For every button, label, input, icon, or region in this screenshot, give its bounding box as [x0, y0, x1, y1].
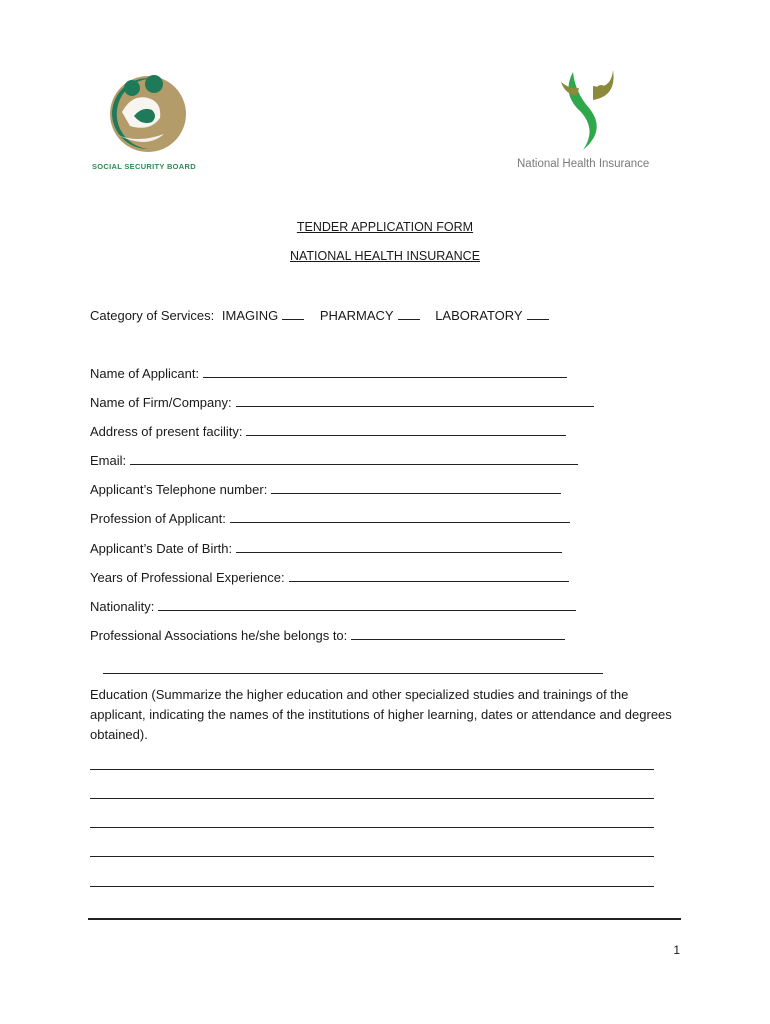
profession-blank[interactable]: [230, 511, 570, 523]
date-of-birth-blank[interactable]: [236, 541, 562, 553]
category-row: [90, 308, 549, 323]
nhi-figure-icon: [515, 66, 635, 156]
associations-continuation-line[interactable]: [103, 673, 603, 674]
education-instructions: Education (Summarize the higher education and other specialized studies and trainings of the applicant, indicating the names of the institutions of higher learning, dates or attendance and degrees obtained).: [90, 687, 672, 742]
footer-divider: [88, 918, 681, 920]
field-nationality: [90, 599, 576, 614]
field-label: Address of present facility:: [90, 424, 243, 439]
option-pharmacy-label: PHARMACY: [319, 308, 394, 323]
telephone-blank[interactable]: [271, 482, 561, 494]
years-experience-blank[interactable]: [289, 570, 569, 582]
field-profession: [90, 511, 570, 526]
field-email: [90, 453, 578, 468]
name-of-applicant-blank[interactable]: [203, 366, 567, 378]
nationality-blank[interactable]: [158, 599, 576, 611]
national-health-insurance-logo: [515, 66, 675, 178]
nhi-logo-text: National Health Insurance: [517, 158, 650, 170]
education-line[interactable]: [90, 769, 654, 770]
ssb-logo-text: SOCIAL SECURITY BOARD: [92, 162, 196, 171]
field-label: Profession of Applicant:: [90, 511, 226, 526]
education-line[interactable]: [90, 798, 654, 799]
education-line[interactable]: [90, 886, 654, 887]
field-label: Name of Firm/Company:: [90, 395, 232, 410]
field-professional-associations: [90, 628, 565, 643]
name-of-firm-blank[interactable]: [236, 395, 594, 407]
field-label: Professional Associations he/she belongs to:: [90, 628, 348, 643]
field-name-of-applicant: [90, 366, 567, 381]
education-line[interactable]: [90, 827, 654, 828]
field-address: [90, 424, 566, 439]
field-label: Nationality:: [90, 599, 155, 614]
imaging-blank[interactable]: [282, 308, 304, 320]
field-years-experience: [90, 570, 569, 585]
field-label: Applicant’s Date of Birth:: [90, 541, 233, 556]
field-date-of-birth: [90, 541, 562, 556]
option-imaging-label: IMAGING: [221, 308, 279, 323]
laboratory-blank[interactable]: [527, 308, 549, 320]
ssb-emblem-icon: [92, 72, 212, 160]
form-title: TENDER APPLICATION FORM: [296, 220, 474, 234]
education-line[interactable]: [90, 856, 654, 857]
category-label: Category of Services:: [90, 308, 215, 323]
field-label: Years of Professional Experience:: [90, 570, 285, 585]
address-blank[interactable]: [246, 424, 566, 436]
field-name-of-firm: [90, 395, 594, 410]
pharmacy-blank[interactable]: [398, 308, 420, 320]
email-blank[interactable]: [130, 453, 578, 465]
field-label: Applicant’s Telephone number:: [90, 482, 268, 497]
social-security-board-logo: [92, 72, 212, 177]
page-number: 1: [673, 943, 680, 957]
form-subtitle: NATIONAL HEALTH INSURANCE: [289, 249, 481, 263]
field-label: Email:: [90, 453, 127, 468]
field-label: Name of Applicant:: [90, 366, 200, 381]
professional-associations-blank[interactable]: [351, 628, 565, 640]
option-laboratory-label: LABORATORY: [435, 308, 523, 323]
field-telephone: [90, 482, 561, 497]
